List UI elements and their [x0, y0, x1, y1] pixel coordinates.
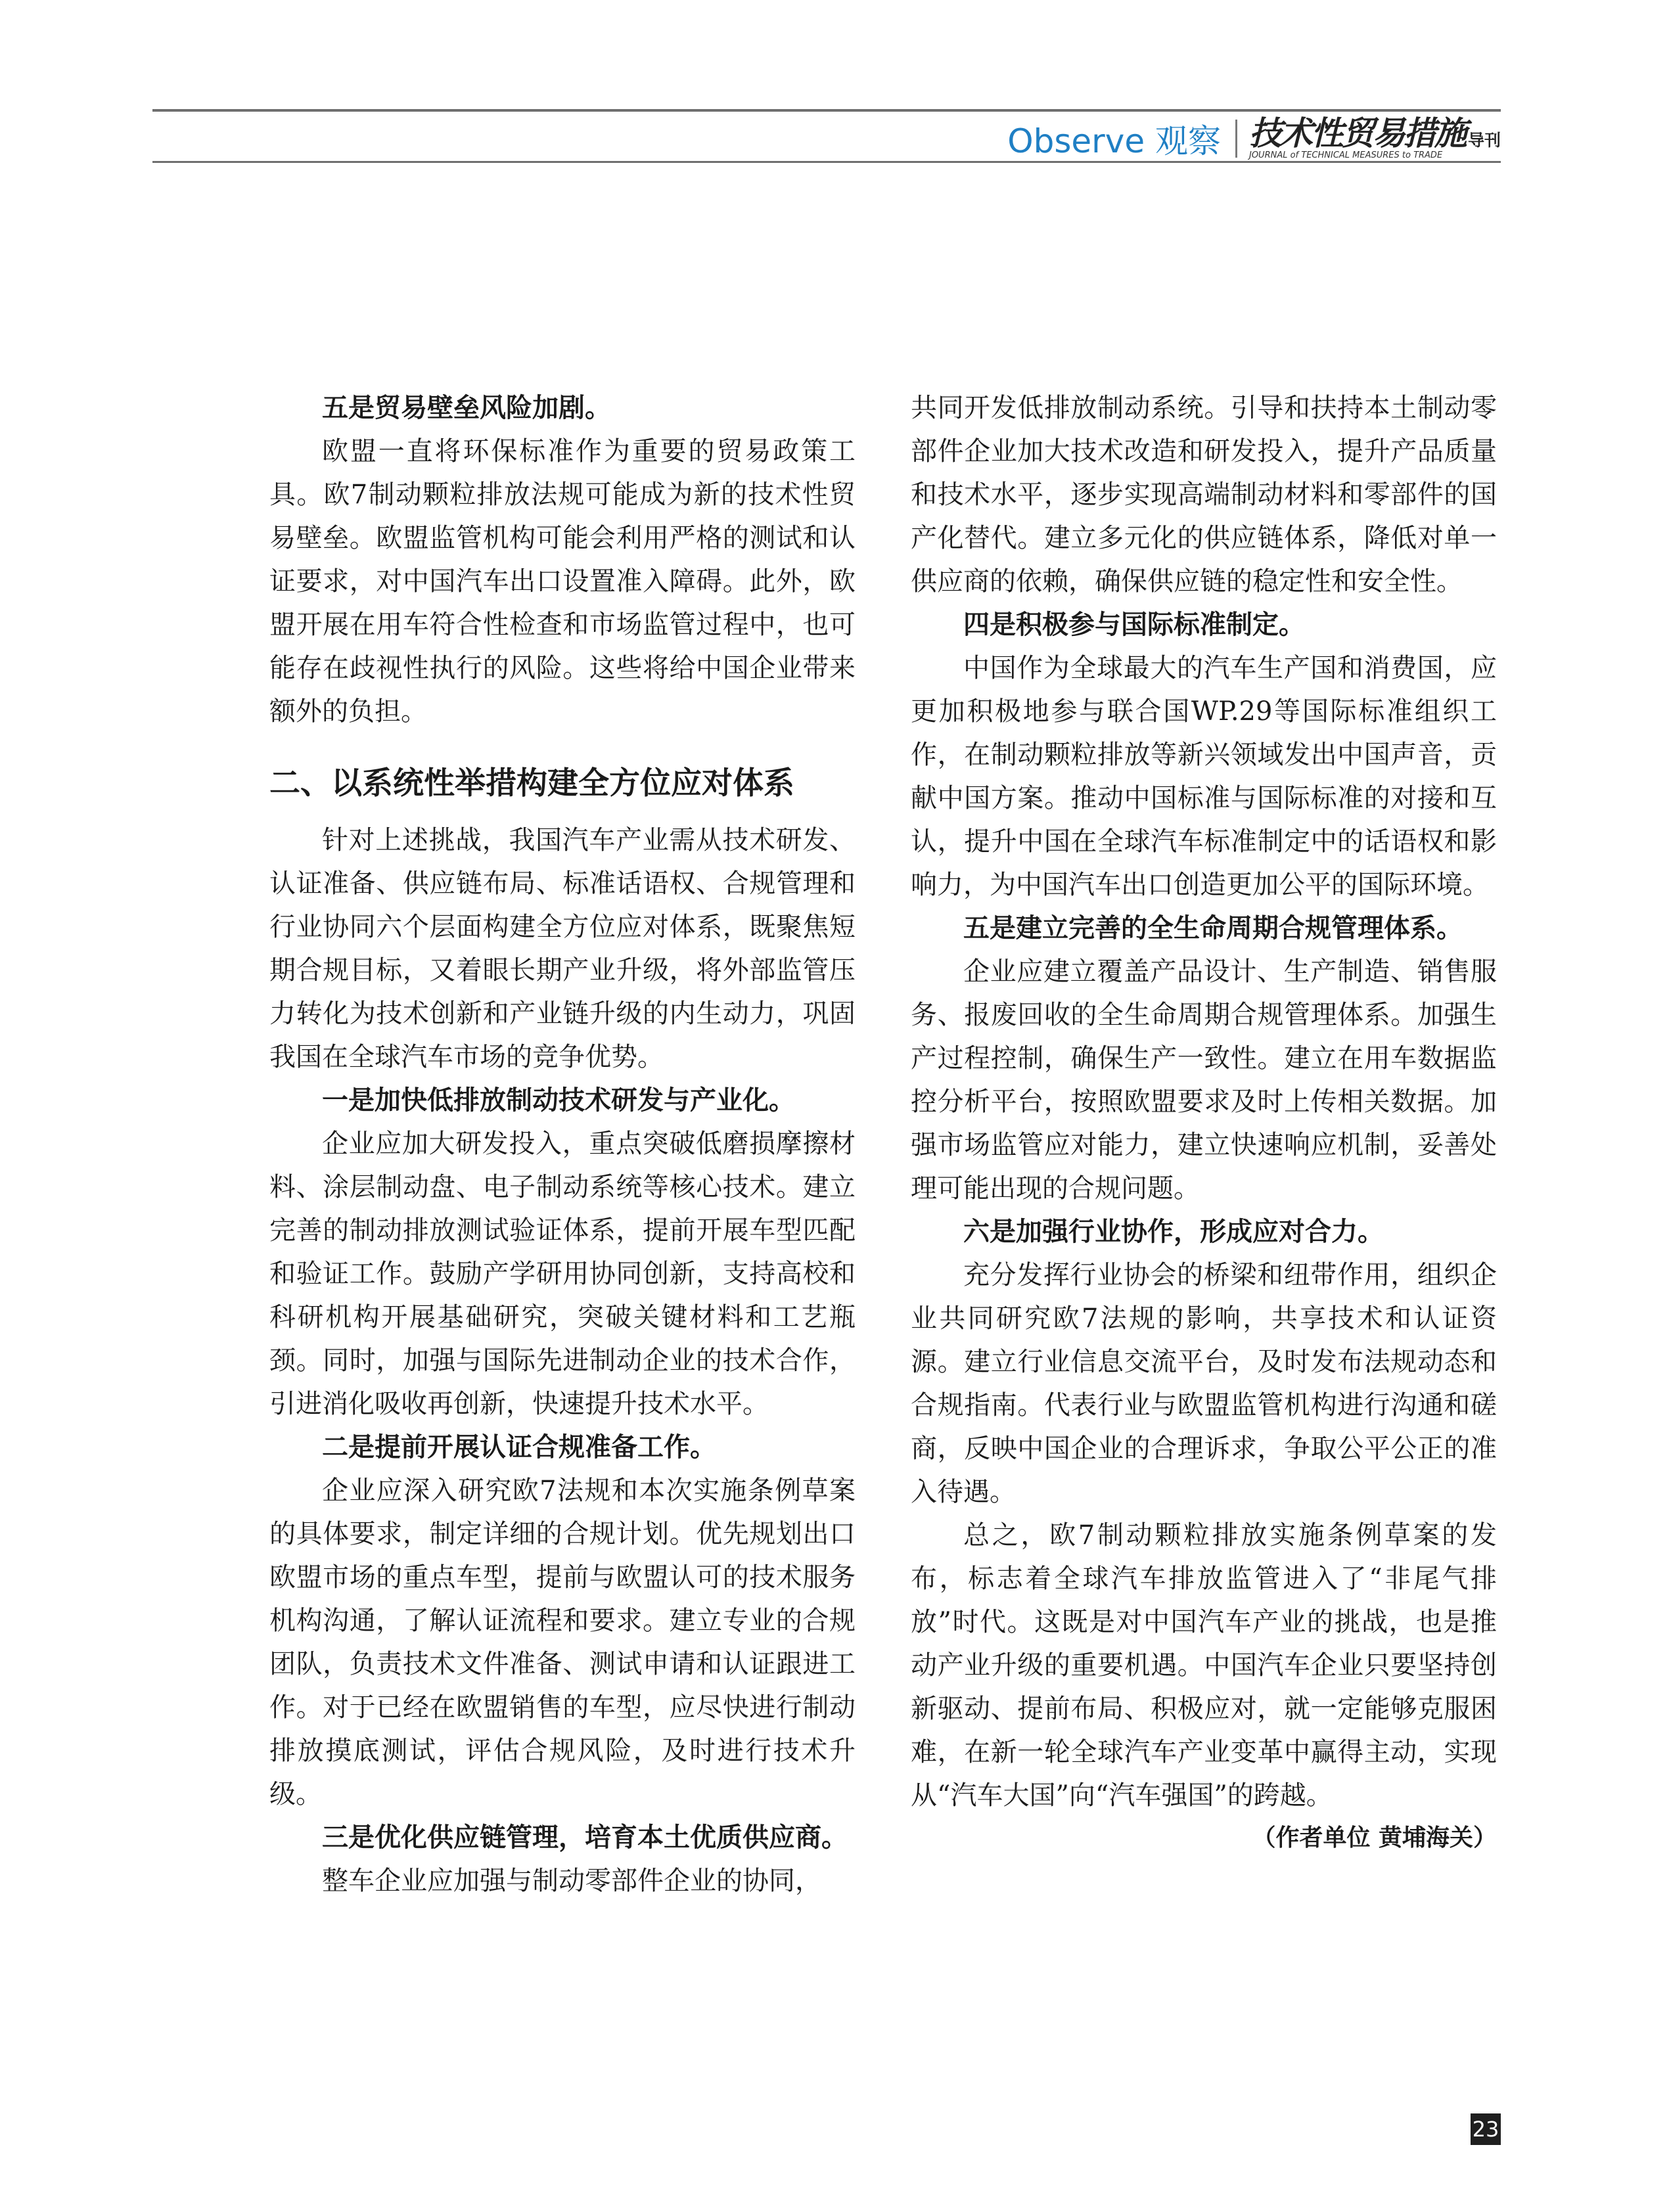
- section-heading: 二、以系统性举措构建全方位应对体系: [269, 765, 794, 801]
- subheading-standards: 四是积极参与国际标准制定。: [963, 609, 1305, 640]
- journal-title-cn: 技术性贸易措施: [1248, 114, 1465, 152]
- paragraph-continued: 共同开发低排放制动系统。引导和扶持本土制动零部件企业加大技术改造和研发投入，提升产品质量和技术水平，逐步实现高端制动材料和零部件的国产化替代。建立多元化的供应链体系，降低对单一供应商的依赖，确保供应链的稳定性和安全性。: [911, 393, 1497, 597]
- journal-title-suffix: 导刊: [1467, 131, 1501, 150]
- paragraph-conclusion: 总之，欧7制动颗粒排放实施条例草案的发布，标志着全球汽车排放监管进入了“非尾气排放”时代。这既是对中国汽车产业的挑战，也是推动产业升级的重要机遇。中国汽车企业只要坚持创新驱动、提前布局、积极应对，就一定能够克服困难，在新一轮全球汽车产业变革中赢得主动，实现从“汽车大国”向“汽车强国”的跨越。: [911, 1520, 1497, 1811]
- right-column: [911, 386, 1497, 1859]
- paragraph: 充分发挥行业协会的桥梁和纽带作用，组织企业共同研究欧7法规的影响，共享技术和认证资源。建立行业信息交流平台，及时发布法规动态和合规指南。代表行业与欧盟监管机构进行沟通和磋商，反映中国企业的合理诉求，争取公平公正的准入待遇。: [911, 1260, 1497, 1507]
- page-number: 23: [1471, 2113, 1501, 2145]
- subheading-certification: 二是提前开展认证合规准备工作。: [322, 1432, 716, 1462]
- paragraph: 针对上述挑战，我国汽车产业需从技术研发、认证准备、供应链布局、标准话语权、合规管理和行业协同六个层面构建全方位应对体系，既聚焦短期合规目标，又着眼长期产业升级，将外部监管压力转化为技术创新和产业链升级的内生动力，巩固我国在全球汽车市场的竞争优势。: [269, 825, 856, 1072]
- header-rule-top: [152, 109, 1501, 112]
- subheading-tech-rnd: 一是加快低排放制动技术研发与产业化。: [322, 1085, 795, 1116]
- subheading-supply-chain: 三是优化供应链管理，培育本土优质供应商。: [322, 1822, 848, 1853]
- header-separator: [1235, 120, 1237, 158]
- page-header: [1007, 116, 1501, 162]
- section-label: Observe 观察: [1007, 122, 1221, 160]
- subheading-compliance: 五是建立完善的全生命周期合规管理体系。: [963, 913, 1463, 943]
- paragraph: 企业应加大研发投入，重点突破低磨损摩擦材料、涂层制动盘、电子制动系统等核心技术。建立完善的制动排放测试验证体系，提前开展车型匹配和验证工作。鼓励产学研用协同创新，支持高校和科研机构开展基础研究，突破关键材料和工艺瓶颈。同时，加强与国际先进制动企业的技术合作，引进消化吸收再创新，快速提升技术水平。: [269, 1129, 856, 1419]
- paragraph: 企业应深入研究欧7法规和本次实施条例草案的具体要求，制定详细的合规计划。优先规划出口欧盟市场的重点车型，提前与欧盟认可的技术服务机构沟通，了解认证流程和要求。建立专业的合规团队，负责技术文件准备、测试申请和认证跟进工作。对于已经在欧盟销售的车型，应尽快进行制动排放摸底测试，评估合规风险，及时进行技术升级。: [269, 1476, 856, 1809]
- subheading-trade-barrier: 五是贸易壁垒风险加剧。: [322, 392, 611, 423]
- paragraph: 整车企业应加强与制动零部件企业的协同，: [322, 1866, 821, 1896]
- subheading-collaboration: 六是加强行业协作，形成应对合力。: [963, 1216, 1384, 1247]
- journal-title-en: JOURNAL of TECHNICAL MEASURES to TRADE: [1248, 150, 1443, 160]
- journal-logo: [1249, 116, 1501, 161]
- paragraph: 中国作为全球最大的汽车生产国和消费国，应更加积极地参与联合国WP.29等国际标准组织工作，在制动颗粒排放等新兴领域发出中国声音，贡献中国方案。推动中国标准与国际标准的对接和互认，提升中国在全球汽车标准制定中的话语权和影响力，为中国汽车出口创造更加公平的国际环境。: [911, 653, 1497, 900]
- paragraph: 企业应建立覆盖产品设计、生产制造、销售服务、报废回收的全生命周期合规管理体系。加强生产过程控制，确保生产一致性。建立在用车数据监控分析平台，按照欧盟要求及时上传相关数据。加强市场监管应对能力，建立快速响应机制，妥善处理可能出现的合规问题。: [911, 957, 1497, 1204]
- left-column: [269, 386, 856, 1903]
- paragraph: 欧盟一直将环保标准作为重要的贸易政策工具。欧7制动颗粒排放法规可能成为新的技术性贸易壁垒。欧盟监管机构可能会利用严格的测试和认证要求，对中国汽车出口设置准入障碍。此外，欧盟开展在用车符合性检查和市场监管过程中，也可能存在歧视性执行的风险。这些将给中国企业带来额外的负担。: [269, 436, 856, 727]
- author-affiliation: （作者单位 黄埔海关）: [1252, 1824, 1497, 1851]
